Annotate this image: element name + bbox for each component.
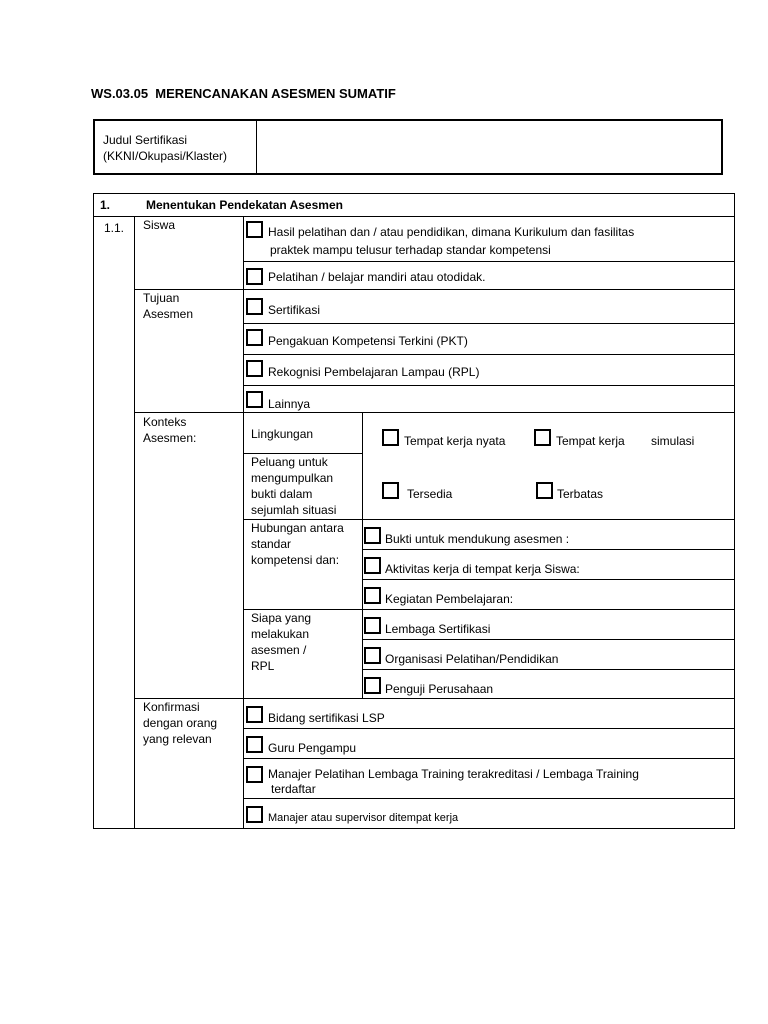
checkbox-lainnya[interactable] [246, 391, 263, 408]
option-terbatas: Terbatas [557, 487, 604, 501]
section-number: 1. [100, 198, 111, 212]
checkbox-bukti[interactable] [364, 527, 381, 544]
konfirmasi-label-line2: dengan orang [143, 716, 218, 730]
row-line [243, 758, 735, 759]
checkbox-kegiatan[interactable] [364, 587, 381, 604]
option-siswa-hasil-line2: praktek mampu telusur terhadap standar kompetensi [270, 243, 551, 257]
hubungan-label-line2: standar [251, 537, 292, 551]
option-tersedia: Tersedia [407, 487, 453, 501]
siapa-label-line3: asesmen / [251, 643, 307, 657]
checkbox-tersedia[interactable] [382, 482, 399, 499]
siapa-label-line1: Siapa yang [251, 611, 312, 625]
option-manajer-supervisor: Manajer atau supervisor ditempat kerja [268, 812, 459, 824]
option-manajer-pelatihan-line1: Manajer Pelatihan Lembaga Training terakreditasi / Lembaga Training [268, 767, 639, 781]
hubungan-label-line1: Hubungan antara [251, 521, 344, 535]
sub-number: 1.1. [104, 221, 125, 235]
checkbox-manajer-supervisor[interactable] [246, 806, 263, 823]
option-lembaga-sertifikasi: Lembaga Sertifikasi [385, 622, 491, 636]
row-line [362, 549, 735, 550]
row-line [243, 728, 735, 729]
header-label-line1: Judul Sertifikasi [103, 133, 188, 147]
row-line [362, 669, 735, 670]
row-line [134, 698, 735, 699]
checkbox-lembaga-sertifikasi[interactable] [364, 617, 381, 634]
option-aktivitas: Aktivitas kerja di tempat kerja Siswa: [385, 562, 580, 576]
checkbox-sertifikasi[interactable] [246, 298, 263, 315]
option-siswa-mandiri: Pelatihan / belajar mandiri atau otodidak. [268, 270, 486, 284]
row-line [243, 609, 735, 610]
option-rpl: Rekognisi Pembelajaran Lampau (RPL) [268, 365, 480, 379]
row-line [243, 385, 735, 386]
row-line [243, 354, 735, 355]
siswa-label: Siswa [143, 218, 176, 232]
option-sertifikasi: Sertifikasi [268, 303, 321, 317]
konteks-label-line2: Asesmen: [143, 431, 197, 445]
option-kegiatan: Kegiatan Pembelajaran: [385, 592, 514, 606]
hubungan-label-line3: kompetensi dan: [251, 553, 340, 567]
checkbox-siswa-hasil[interactable] [246, 221, 263, 238]
col-line [134, 216, 135, 829]
peluang-label-line2: mengumpulkan [251, 471, 334, 485]
checkbox-siswa-mandiri[interactable] [246, 268, 263, 285]
row-line [243, 323, 735, 324]
row-line [243, 798, 735, 799]
checkbox-rpl[interactable] [246, 360, 263, 377]
option-manajer-pelatihan-line2: terdaftar [271, 782, 316, 796]
option-lainnya: Lainnya [268, 397, 311, 411]
checkbox-tempat-kerja-nyata[interactable] [382, 429, 399, 446]
konteks-label-line1: Konteks [143, 415, 187, 429]
section-heading: Menentukan Pendekatan Asesmen [146, 198, 343, 212]
tujuan-label-line2: Asesmen [143, 307, 194, 321]
checkbox-aktivitas[interactable] [364, 557, 381, 574]
checkbox-terbatas[interactable] [536, 482, 553, 499]
checkbox-bidang-lsp[interactable] [246, 706, 263, 723]
col-line [362, 412, 363, 698]
option-simulasi: simulasi [651, 434, 695, 448]
konfirmasi-label-line1: Konfirmasi [143, 700, 200, 714]
document-title: WS.03.05 MERENCANAKAN ASESMEN SUMATIF [91, 86, 396, 101]
peluang-label-line1: Peluang untuk [251, 455, 328, 469]
option-tempat-kerja: Tempat kerja [556, 434, 625, 448]
row-line [362, 579, 735, 580]
checkbox-penguji-perusahaan[interactable] [364, 677, 381, 694]
row-line [243, 261, 735, 262]
siapa-label-line4: RPL [251, 659, 275, 673]
checkbox-pkt[interactable] [246, 329, 263, 346]
col-line [243, 216, 244, 829]
siapa-label-line2: melakukan [251, 627, 310, 641]
option-bidang-lsp: Bidang sertifikasi LSP [268, 711, 385, 725]
checkbox-tempat-kerja-simulasi[interactable] [534, 429, 551, 446]
option-organisasi-pelatihan: Organisasi Pelatihan/Pendidikan [385, 652, 559, 666]
option-guru-pengampu: Guru Pengampu [268, 741, 357, 755]
header-value-cell[interactable] [264, 132, 714, 168]
row-line [134, 289, 735, 290]
konfirmasi-label-line3: yang relevan [143, 732, 212, 746]
checkbox-organisasi-pelatihan[interactable] [364, 647, 381, 664]
row-line [93, 216, 735, 217]
header-divider [256, 120, 257, 175]
tujuan-label-line1: Tujuan [143, 291, 180, 305]
lingkungan-label: Lingkungan [251, 427, 314, 441]
header-label-line2: (KKNI/Okupasi/Klaster) [103, 149, 228, 163]
row-line [134, 412, 735, 413]
option-bukti: Bukti untuk mendukung asesmen : [385, 532, 570, 546]
checkbox-manajer-pelatihan[interactable] [246, 766, 263, 783]
peluang-label-line4: sejumlah situasi [251, 503, 337, 517]
checkbox-guru-pengampu[interactable] [246, 736, 263, 753]
peluang-label-line3: bukti dalam [251, 487, 313, 501]
option-siswa-hasil-line1: Hasil pelatihan dan / atau pendidikan, dimana Kurikulum dan fasilitas [268, 225, 635, 239]
option-pkt: Pengakuan Kompetensi Terkini (PKT) [268, 334, 468, 348]
option-tempat-kerja-nyata: Tempat kerja nyata [404, 434, 506, 448]
row-line [362, 639, 735, 640]
option-penguji-perusahaan: Penguji Perusahaan [385, 682, 494, 696]
